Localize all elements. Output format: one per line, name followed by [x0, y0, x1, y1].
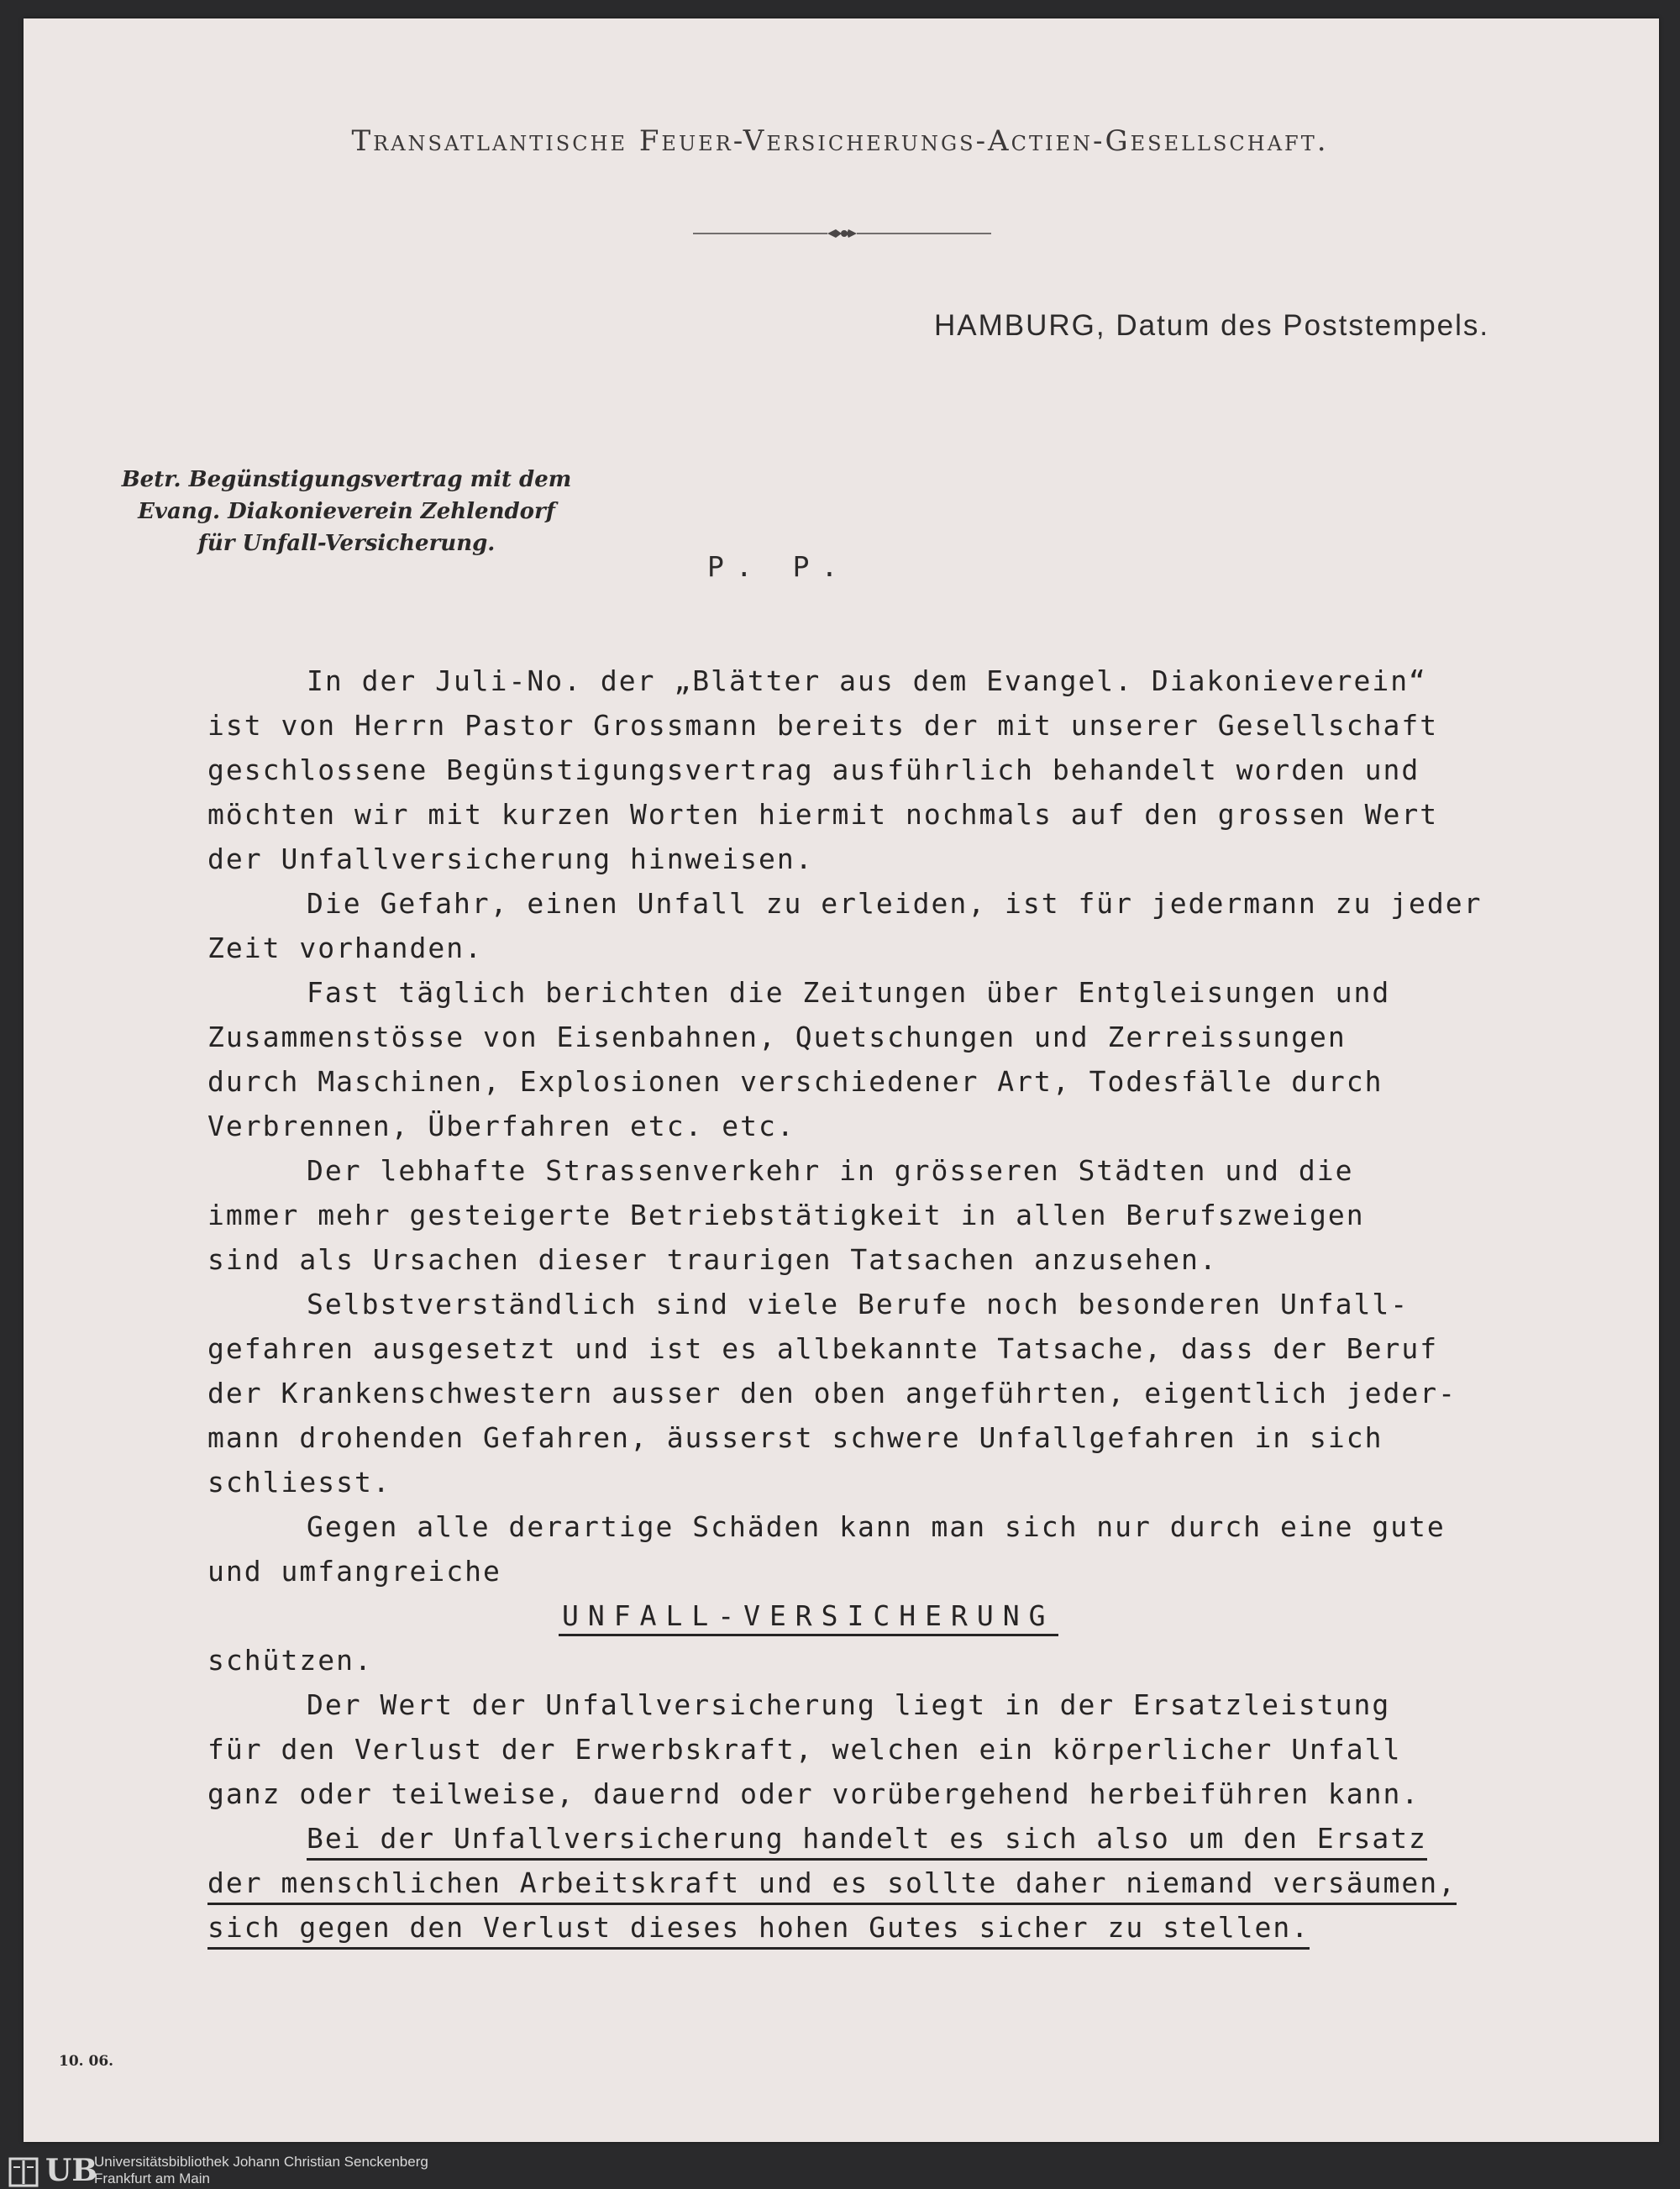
body-line: Verbrennen, Überfahren etc. etc. [207, 1110, 795, 1142]
underlined-text: sich gegen den Verlust dieses hohen Gutes sicher zu stellen. [207, 1911, 1310, 1950]
body-line: sind als Ursachen dieser traurigen Tatsachen anzusehen. [207, 1243, 1218, 1276]
ornament-divider [693, 225, 991, 242]
dateline: HAMBURG, Datum des Poststempels. [934, 309, 1490, 342]
body-line: der Unfallversicherung hinweisen. [207, 843, 814, 875]
form-code: 10. 06. [59, 2053, 114, 2070]
subject-line: für Unfall-Versicherung. [197, 531, 496, 556]
underlined-line [207, 1905, 1484, 1950]
letterhead-company-name: Transatlantische Feuer-Versicherungs-Actien-Gesellschaft. [351, 124, 1329, 158]
body-line: geschlossene Begünstigungsvertrag ausführlich behandelt worden und [207, 753, 1420, 786]
body-line: Der Wert der Unfallversicherung liegt in der Ersatzleistung [307, 1688, 1391, 1721]
underlined-text: der menschlichen Arbeitskraft und es sollte daher niemand versäumen, [207, 1866, 1457, 1905]
library-footer [0, 2150, 1680, 2189]
body-line: gefahren ausgesetzt und ist es allbekannte Tatsache, dass der Beruf [207, 1332, 1439, 1365]
body-line: ganz oder teilweise, dauernd oder vorübergehend herbeiführen kann. [207, 1777, 1420, 1810]
body-line: mann drohenden Gefahren, äusserst schwere Unfallgefahren in sich [207, 1421, 1383, 1454]
subject-block [101, 464, 592, 559]
body-line: Selbstverständlich sind viele Berufe noch besonderen Unfall- [307, 1288, 1410, 1320]
salutation: P. P. [707, 550, 850, 583]
underlined-line [207, 1861, 1484, 1905]
emphasis-heading-text: UNFALL-VERSICHERUNG [559, 1599, 1058, 1636]
body-line: schliesst. [207, 1466, 391, 1499]
institution-line: Universitätsbibliothek Johann Christian Senckenberg [94, 2154, 428, 2170]
emphasis-heading [207, 1593, 1484, 1638]
body-line: Zeit vorhanden. [207, 932, 484, 964]
body-line: durch Maschinen, Explosionen verschiedener Art, Todesfälle durch [207, 1065, 1383, 1098]
book-icon [8, 2157, 39, 2187]
body-line: und umfangreiche [207, 1555, 501, 1588]
logo-text: UB [45, 2153, 97, 2188]
body-line: ist von Herrn Pastor Grossmann bereits der mit unserer Gesellschaft [207, 709, 1439, 742]
library-logo [8, 2153, 97, 2188]
underlined-text: Bei der Unfallversicherung handelt es sich also um den Ersatz [307, 1822, 1427, 1861]
subject-line: Betr. Begünstigungsvertrag mit dem [121, 467, 572, 492]
body-line: Zusammenstösse von Eisenbahnen, Quetschungen und Zerreissungen [207, 1021, 1347, 1053]
institution-line: Frankfurt am Main [94, 2171, 210, 2186]
body-line: der Krankenschwestern ausser den oben angeführten, eigentlich jeder- [207, 1377, 1457, 1409]
body-line: möchten wir mit kurzen Worten hiermit nochmals auf den grossen Wert [207, 798, 1439, 831]
body-line: Die Gefahr, einen Unfall zu erleiden, ist für jedermann zu jeder [307, 887, 1483, 920]
body-line: Fast täglich berichten die Zeitungen über Entgleisungen und [307, 976, 1391, 1009]
letter-body [207, 659, 1484, 1950]
subject-line: Evang. Diakonieverein Zehlendorf [138, 499, 555, 524]
body-line: Gegen alle derartige Schäden kann man sich nur durch eine gute [307, 1510, 1446, 1543]
body-line: immer mehr gesteigerte Betriebstätigkeit in allen Berufszweigen [207, 1199, 1365, 1231]
body-line: für den Verlust der Erwerbskraft, welchen ein körperlicher Unfall [207, 1733, 1402, 1766]
body-line: schützen. [207, 1644, 373, 1677]
body-line: Der lebhafte Strassenverkehr in grösseren Städten und die [307, 1154, 1354, 1187]
body-line: In der Juli-No. der „Blätter aus dem Evangel. Diakonieverein“ [307, 664, 1427, 697]
underlined-line [207, 1816, 1484, 1861]
institution-name [94, 2154, 428, 2187]
